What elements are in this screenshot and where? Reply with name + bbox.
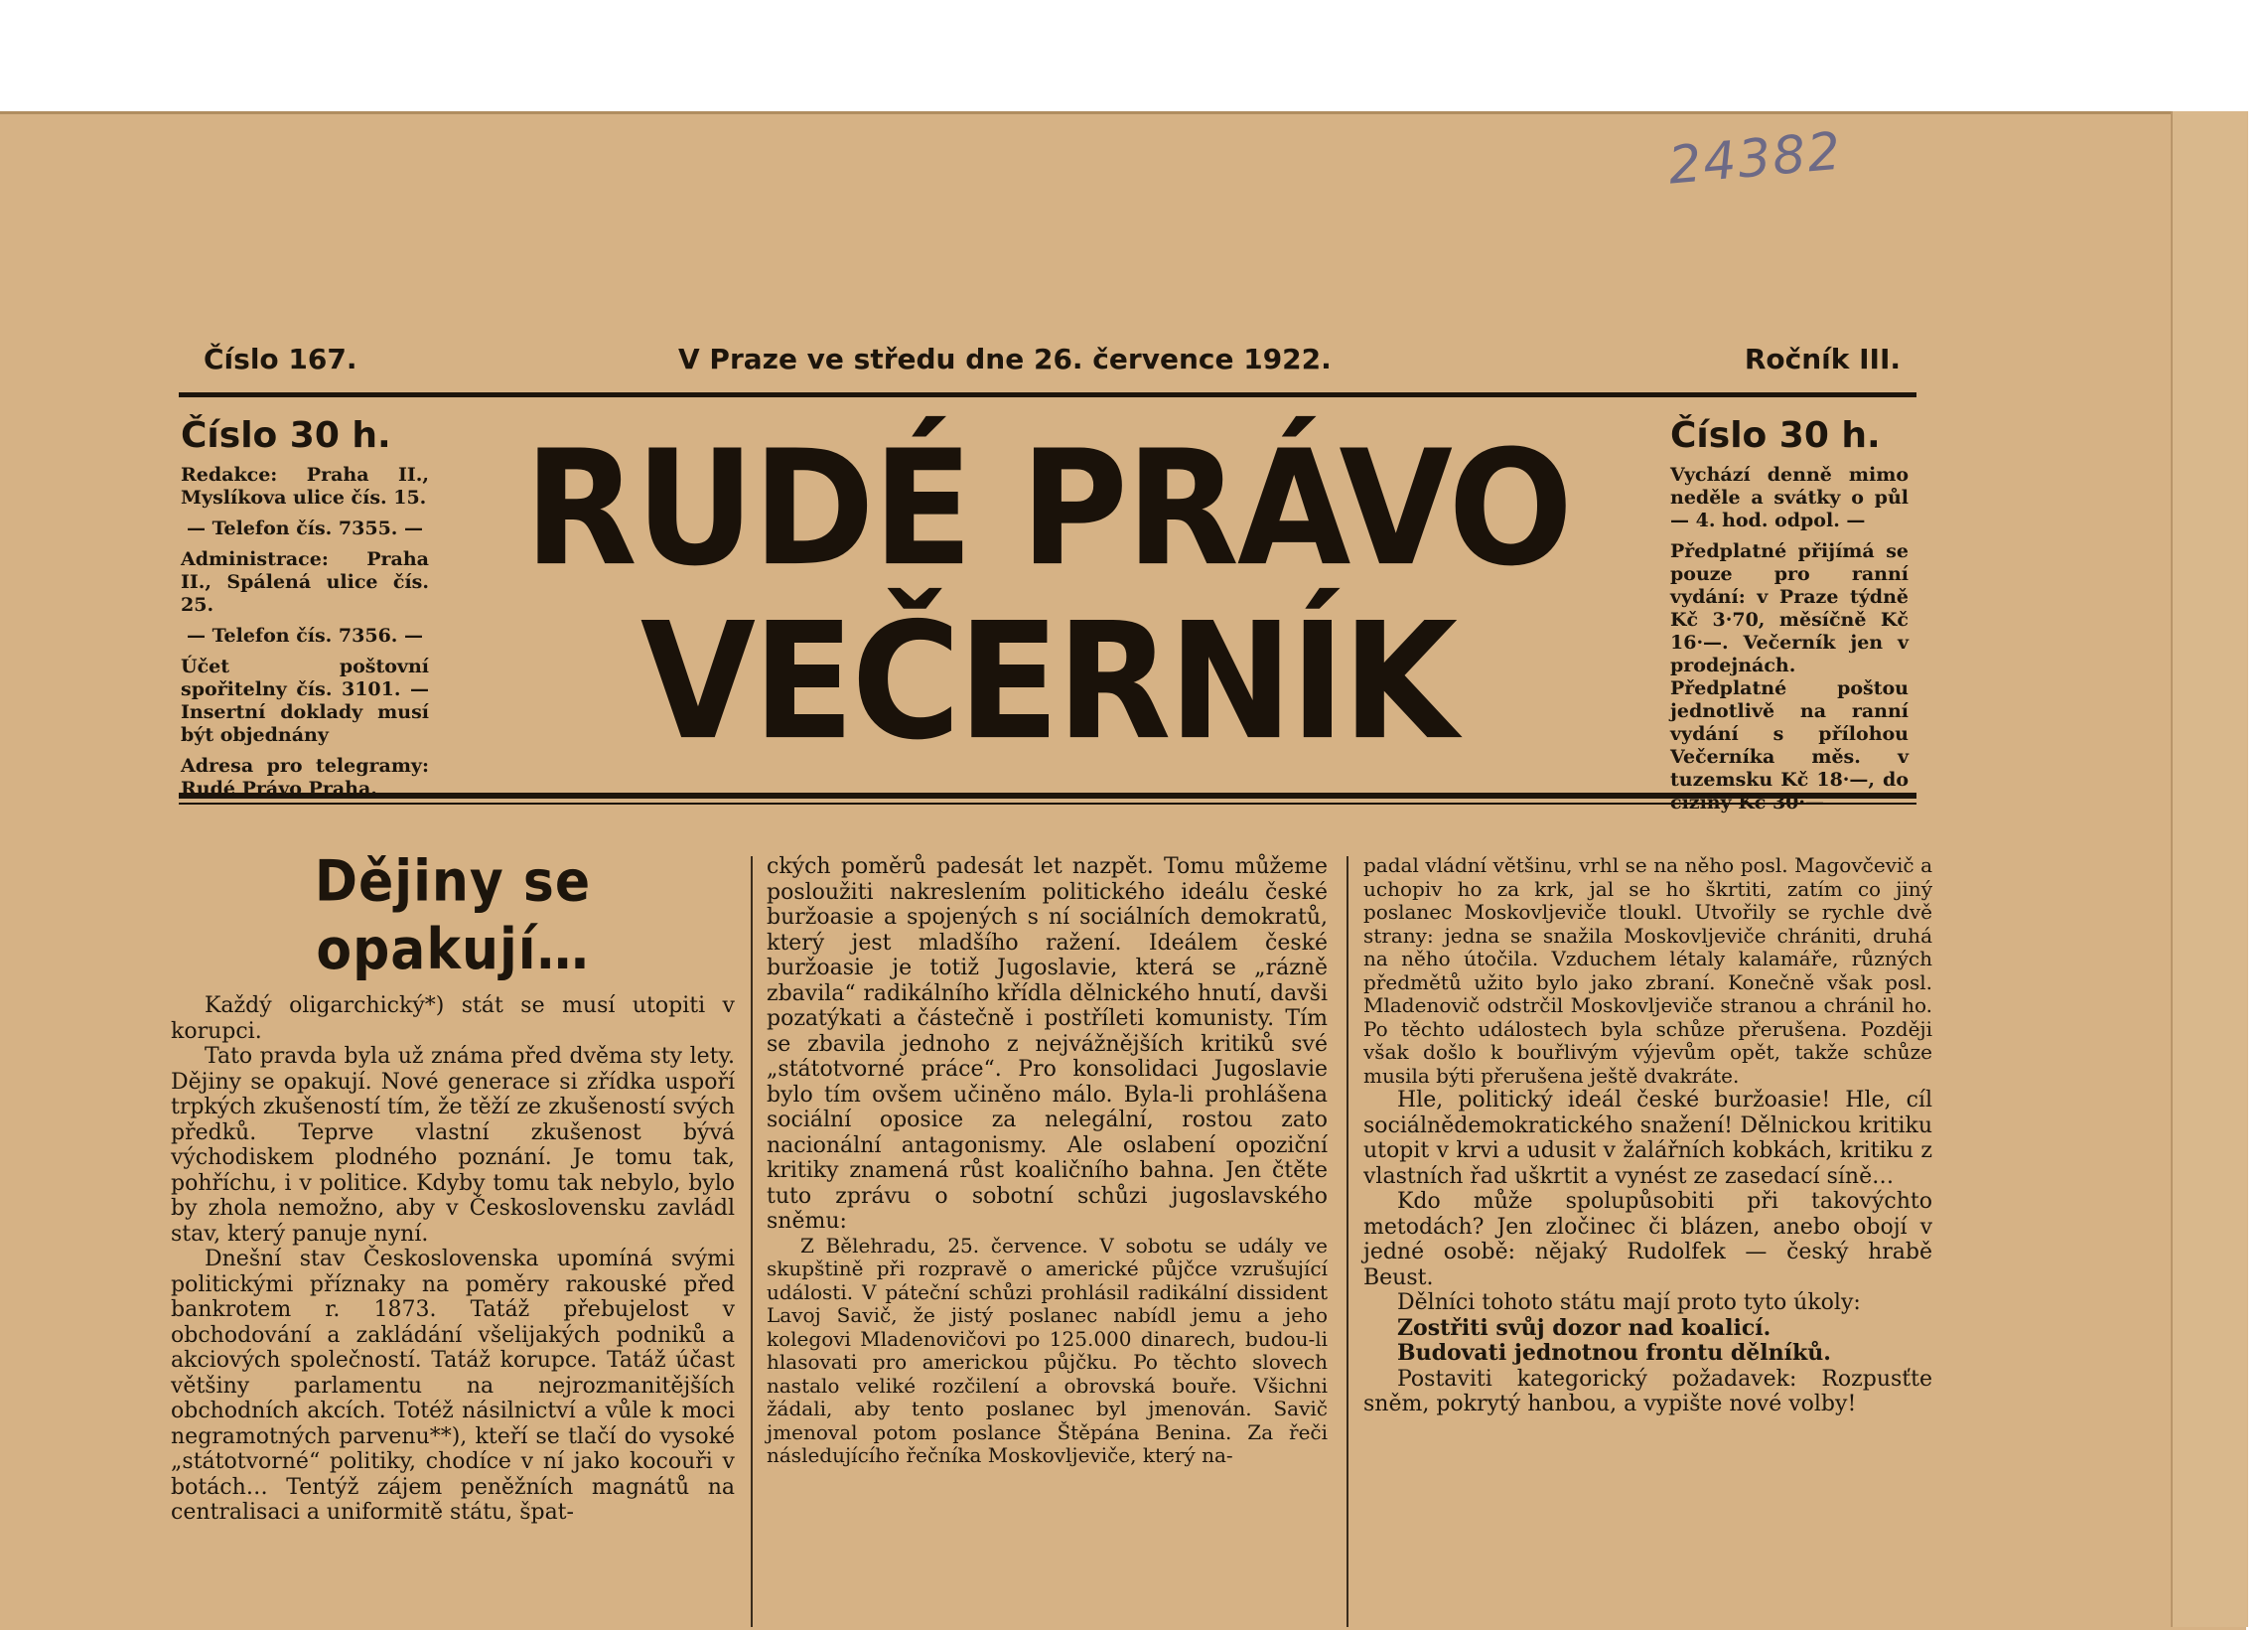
left-info-line: — Telefon čís. 7356. — bbox=[186, 625, 424, 647]
right-info-box bbox=[1670, 415, 1909, 822]
handwritten-catalog-number: 24382 bbox=[1665, 121, 1845, 197]
article-column-3 bbox=[1363, 854, 1932, 1417]
article-paragraph: Tato pravda byla už známa před dvěma sty lety. Dějiny se opakují. Nové generace si zřídka uspoří trpkých zkušeností tím, že těží ze zkušeností svých předků. Teprve vlastní zkušenost bývá východiskem plodného poznání. Je tomu tak, pohříchu, i v politice. Kdyby tomu tak nebylo, bylo by zhola nemožno, aby v Československu zavládl stav, který panuje nyní. bbox=[171, 1044, 735, 1247]
article-paragraph: Dnešní stav Československa upomíná svými politickými příznaky na poměry rakouské před bankrotem r. 1873. Tatáž přebujelost v obchodování a zakládání všelijakých podniků a akciových společností. Tatáž korupce. Tatáž účast většiny parlamentu na nejrozmanitějších obchodních akcích. Totéž násilnictví a vůle k moci negramotných parvenu**), kteří se tlačí do vysoké „státotvorné“ politiky, chodíce v ní jako kocouři v botách… Tentýž zájem peněžních magnátů na centralisaci a uniformitě státu, špat- bbox=[171, 1247, 735, 1525]
article-headline: Dějiny se opakují… bbox=[314, 848, 592, 983]
article-column-1 bbox=[171, 848, 735, 1526]
left-info-line: Účet poštovní spořitelny čís. 3101. — Insertní doklady musí být objednány bbox=[181, 656, 429, 746]
volume-number: Ročník III. bbox=[1744, 343, 1901, 375]
news-report-paragraph: Z Bělehradu, 25. července. V sobotu se udály ve skupštině při rozpravě o americké půjčce vzrušující události. V páteční schůzi prohlásil radikální dissident Lavoj Savič, že jistý poslanec nabídl jemu a jeho kolegovi Mladenovičovi po 125.000 dinarech, budou-li hlasovati pro americkou půjčku. Po těchto slovech nastalo veliké rozčilení a obrovská bouře. Všichni žádali, aby tento poslanec byl jmenován. Savič jmenoval potom poslance Štěpána Benina. Za řeči následujícího řečníka Moskovljeviče, který na- bbox=[767, 1233, 1328, 1467]
article-paragraph: Kdo může spolupůsobiti při takovýchto metodách? Jen zločinec či blázen, anebo obojí v jedné osobě: nějaký Rudolfek — český hrabě Beust. bbox=[1363, 1189, 1932, 1290]
left-info-line: Redakce: Praha II., Myslíkova ulice čís. 15. bbox=[181, 464, 429, 509]
column-divider bbox=[751, 856, 753, 1627]
masthead-title: RUDÉ PRÁVO bbox=[523, 416, 1572, 601]
left-info-line: Administrace: Praha II., Spálená ulice čís. 25. bbox=[181, 548, 429, 616]
masthead-subtitle: VEČERNÍK bbox=[639, 589, 1456, 776]
paper-fold bbox=[2171, 111, 2248, 1627]
price-right: Číslo 30 h. bbox=[1670, 415, 1881, 456]
article-paragraph: Hle, politický ideál české buržoasie! Hle, cíl sociálnědemokratického snažení! Dělnickou kritiku utopit v krvi a udusit v žalářních kobkách, kritiku z vlastních řad uškrtit a vynést ze zasedací síně… bbox=[1363, 1088, 1932, 1189]
article-column-2 bbox=[767, 854, 1328, 1468]
price-left: Číslo 30 h. bbox=[181, 415, 391, 456]
masthead-bottom-rule bbox=[179, 793, 1916, 799]
masthead-bottom-thin-rule bbox=[179, 803, 1916, 805]
left-info-box bbox=[181, 415, 429, 809]
article-paragraph: Každý oligarchický*) stát se musí utopiti v korupci. bbox=[171, 993, 735, 1044]
masthead-top-rule bbox=[179, 392, 1916, 397]
news-report-paragraph: padal vládní většinu, vrhl se na něho posl. Magovčevič a uchopiv ho za krk, jal se ho škrtiti, zatím co jiný poslanec Moskovljeviče tloukl. Utvořily se rychle dvě strany: jedna se snažila Moskovljeviče chrániti, druhá na něho útočila. Vzduchem létaly kalamáře, různých předmětů užito bylo jako zbraní. Konečně však posl. Mladenovič odstrčil Moskovljeviče stranou a chránil ho. Po těchto událostech byla schůze přerušena. Později však došlo k bouřlivým výjevům opět, takže schůze musila býti přerušena ještě dvakráte. bbox=[1363, 853, 1932, 1088]
article-demand: Zostřiti svůj dozor nad koalicí. bbox=[1397, 1314, 1772, 1341]
article-paragraph: Postaviti kategorický požadavek: Rozpusťte sněm, pokrytý hanbou, a vypište nové volby! bbox=[1363, 1366, 1932, 1416]
article-paragraph: Dělníci tohoto státu mají proto tyto úkoly: bbox=[1397, 1290, 1861, 1315]
issue-number: Číslo 167. bbox=[204, 343, 357, 375]
article-paragraph: ckých poměrů padesát let nazpět. Tomu můžeme posloužiti nakreslením politického ideálu české buržoasie a spojených s ní sociálních demokratů, který jest mladšího ražení. Ideálem české buržoasie je totiž Jugoslavie, která se „rázně zbavila“ radikálního křídla dělnického hnutí, davši pozatýkati a částečně i postříleti komunisty. Tím se zbavila jednoho z nejvážnějších kritiků své „státotvorné práce“. Pro konsolidaci Jugoslavie bylo tím ovšem učiněno málo. Byla-li prohlášena sociální oposice za nelegální, rostou zato nacionální antagonismy. Ale oslabení opoziční kritiky znamená růst koaličního bahna. Jen čtěte tuto zprávu o sobotní schůzi jugoslavského sněmu: bbox=[767, 854, 1328, 1234]
right-info-line: Vychází denně mimo neděle a svátky o půl — 4. hod. odpol. — bbox=[1670, 464, 1909, 531]
left-info-line: Adresa pro telegramy: Rudé Právo Praha. bbox=[181, 755, 429, 800]
left-info-line: — Telefon čís. 7355. — bbox=[186, 518, 424, 539]
column-divider bbox=[1347, 856, 1348, 1627]
article-demand: Budovati jednotnou frontu dělníků. bbox=[1397, 1340, 1831, 1366]
issue-line bbox=[204, 343, 1901, 392]
issue-date: V Praze ve středu dne 26. července 1922. bbox=[678, 343, 1332, 375]
right-info-line: Předplatné přijímá se pouze pro ranní vydání: v Praze týdně Kč 3·70, měsíčně Kč 16·—. Večerník jen v prodejnách. Předplatné poštou jednotlivě na ranní vydání s přílohou Večerníka měs. v tuzemsku Kč 18·—, do ciziny Kč 30·— bbox=[1670, 540, 1909, 814]
